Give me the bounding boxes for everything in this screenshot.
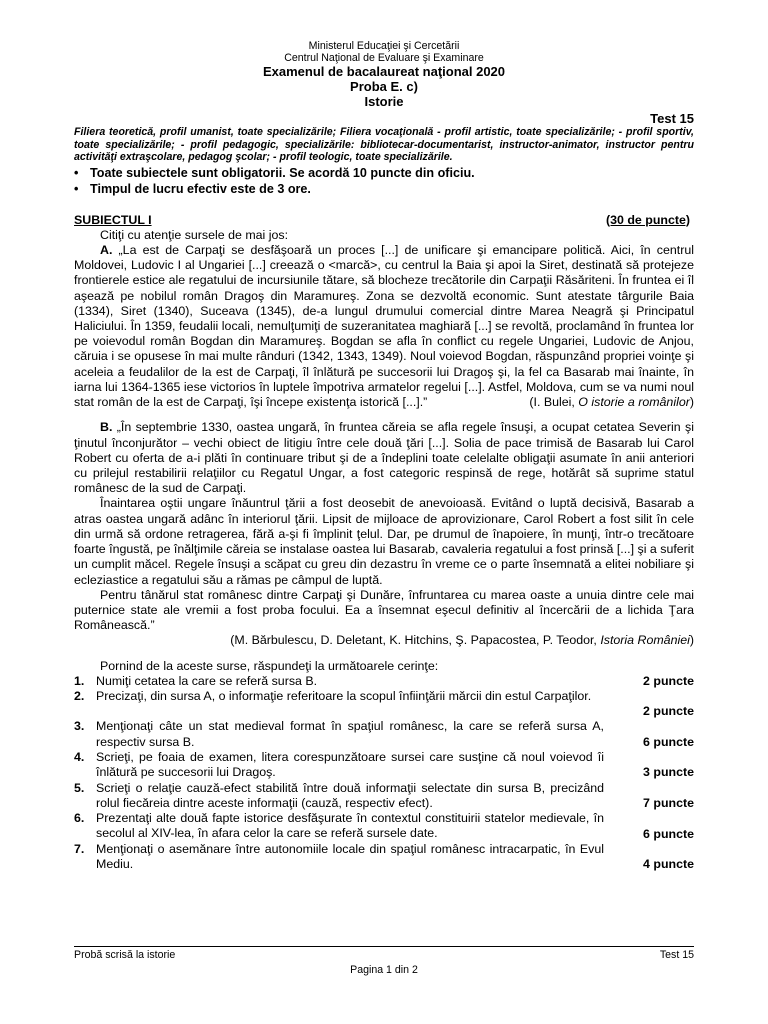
source-b-paragraph-3: Pentru tânărul stat românesc dintre Carpaţi şi Dunăre, înfruntarea cu marea oaste a unuia dintre cele mai puternice state ale vremii a fost proba focului. Ea a însemnat eşecul definitiv al încercării de a lichida Ţara Românească.” [74,587,694,633]
subject-title: SUBIECTUL I [74,212,152,227]
subject-heading [74,213,694,228]
exam-proba: Proba E. c) [350,79,418,95]
rule-item: • Toate subiectele sunt obligatorii. Se acordă 10 puncte din oficiu. [74,165,475,180]
source-b-label: B. [100,420,113,435]
footer-right: Test 15 [659,949,694,961]
question-item: 7. Menţionaţi o asemănare între autonomiile locale din spaţiul românesc intracarpatic, în Evul Mediu. 4 puncte [74,841,694,872]
question-list [74,674,694,873]
source-a [74,243,694,410]
intro-text: Citiţi cu atenţie sursele de mai jos: [100,227,289,242]
center-name: Centrul Naţional de Evaluare şi Examinare [284,52,484,65]
rule-item: • Timpul de lucru efectiv este de 3 ore. [74,181,311,196]
question-item: 6. Prezentaţi alte două fapte istorice desfăşurate în contextul constituirii statelor medievale, în secolul al XIV-lea, în afara celor la care se referă sursele date. 6 puncte [74,811,694,841]
exam-title: Examenul de bacalaureat naţional 2020 [262,64,506,80]
exam-page [74,40,694,872]
question-item: 1. Numiţi cetatea la care se referă sursa B. 2 puncte [74,673,694,688]
source-a-citation: (I. Bulei, O istorie a românilor) [529,395,694,410]
source-b-paragraph-2: Înaintarea oştii ungare înăuntrul ţării a fost deosebit de anevoioasă. Evitând o luptă decisivă, Basarab a atras oastea ungară adânc în interiorul ţării. Lipsit de mijloace de aprovizionare, Carol Robert a fost silit în cele din urmă să ordone retragerea, fără a-şi fi împlinit ţelul. Dar, pe drumul de înapoiere, în munţi, într-o trecătoare foarte îngustă, pe înălţimile căreia se instalase oastea lui Basarab, cavaleria regatului a fost prinsă [...] şi a suferit un cumplit măcel. Regele însuşi a scăpat cu greu din dezastru în vreme ce o parte însemnată a elitei nobiliare şi ecleziastice a regatului său a rămas pe câmpul de luptă. [74,496,694,587]
page-footer [74,946,694,961]
questions-prompt: Pornind de la aceste surse, răspundeţi la următoarele cerinţe: [100,658,439,673]
question-item: 3. Menţionaţi câte un stat medieval format în spaţiul românesc, la care se referă sursa A, respectiv sursa B. 6 puncte [74,719,694,749]
page-number: Pagina 1 din 2 [350,964,418,976]
source-b-paragraph-1: „În septembrie 1330, oastea ungară, în fruntea căreia se afla regele însuşi, a ocupat cetatea Severin şi ţinutul înconjurător – vechi obiect de litigiu între cele două ţări [...]. Solia de pace trimisă de Basarab lui Carol Robert cu oferta de a-i plăti în continuare tribut şi de a îndeplini toate celelalte obligaţii asumate în anii anteriori cu prilejul restabilirii relaţiilor cu Regatul Ungar, a fost categoric respinsă de rege, hotărât să suprime statul românesc de la sud de Carpaţi. [74,420,694,496]
bullet-icon: • [74,181,79,196]
bullet-icon: • [74,165,79,180]
question-item: 5. Scrieţi o relaţie cauză-efect stabilită între două informaţii selectate din sursa B, precizând rolul fiecăreia dintre aceste informaţii (cauză, respectiv efect). 7 puncte [74,780,694,810]
source-b [74,420,694,496]
question-item: 2. Precizaţi, din sursa A, o informaţie referitoare la scopul înfiinţării mărcii din estul Carpaţilor. 2 puncte [74,688,694,719]
profile-description: Filiera teoretică, profil umanist, toate specializările; Filiera vocaţională - profil artistic, toate specializările; - profil sportiv, toate specializările; - profil pedagogic, specializările: bibliotecar-documentarist, instructor-animator, instructor pentru activităţi extraşcolare, pedagog şcolar; - profil teologic, toate specializările. [74,126,694,164]
test-label: Test 15 [650,111,694,127]
source-a-label: A. [100,243,113,258]
question-item: 4. Scrieţi, pe foaia de examen, litera corespunzătoare sursei care susţine că noul voievod îi înlătură pe succesorii lui Dragoş. 3 puncte [74,749,694,780]
source-b-citation: (M. Bărbulescu, D. Deletant, K. Hitchins, Ş. Papacostea, P. Teodor, Istoria României) [230,633,694,648]
exam-subject: Istorie [364,94,404,110]
subject-points: (30 de puncte) [606,212,690,227]
footer-left: Probă scrisă la istorie [74,949,176,961]
exam-rules [74,165,694,197]
ministry-name: Ministerul Educaţiei şi Cercetării [308,40,460,52]
source-a-text: „La est de Carpaţi se desfăşoară un proces [...] de unificare şi emancipare politică. Aici, în centrul Moldovei, Ludovic I al Ungariei [...] creează o <marcă>, cu centrul la Baia şi apoi la Siret, destinată să protejeze frontierele estice ale regatului de incursiunile tătare, să blocheze trecătorile din Carpaţii Răsăriteni. În fruntea ei îl aşează pe nobilul român Dragoş din Maramureş. Zona se dezvoltă economic. Sunt atestate târgurile Baia (1334), Siret (1340), Suceava (1345), de-a lungul drumului comercial dintre Marea Neagră şi Principatul Haliciului. În 1359, feudalii locali, nemulţumiţi de suzeranitatea maghiară [...] se revoltă, proclamând în fruntea lor pe voievodul român Bogdan din Maramureş. Bogdan se afla în conflict cu regele Ungariei, Ludovic de Anjou, căruia i se opusese în mai multe rânduri (1342, 1343, 1349). Noul voievod Bogdan, răspunzând propriei voinţe şi aceleia a feudalilor de la est de Carpaţi, îl înlătură pe succesorii lui Dragoş şi, la fel ca Basarab mai înainte, în iarna lui 1364-1365 iese victorios în luptele împotriva armatelor regelui [...]. Astfel, Moldova, cum se va numi noul stat român de la est de Carpaţi, îşi începe existenţa istorică [...].” [74,243,694,410]
